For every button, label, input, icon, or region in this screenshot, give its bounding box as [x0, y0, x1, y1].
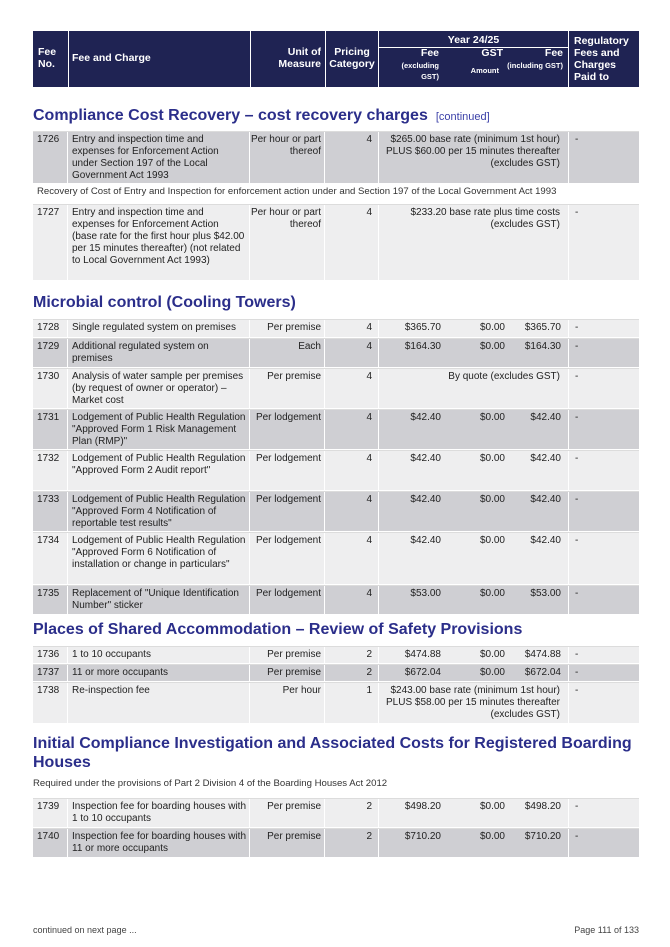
fee-values: [379, 410, 568, 449]
pricing-category: 4: [325, 132, 378, 183]
header-unit-of-measure: Unit of Measure: [278, 46, 321, 70]
table-compliance-2: [33, 204, 639, 281]
fee-no: 1738: [33, 683, 67, 723]
fee-incl: $474.88: [524, 649, 561, 660]
fee-no: 1728: [33, 320, 67, 337]
fee-name: Replacement of "Unique Identification Number" sticker: [68, 586, 249, 614]
pricing-category: 4: [325, 492, 378, 531]
fee-no: 1740: [33, 829, 67, 857]
header-fee-incl-sub: (including GST): [507, 61, 563, 70]
header-year: Year 24/25: [447, 34, 500, 46]
fee-name: Inspection fee for boarding houses with 11 or more occupants: [68, 829, 249, 857]
pricing-category: 1: [325, 683, 378, 723]
unit: Per lodgement: [250, 410, 324, 449]
pricing-category: 2: [325, 665, 378, 681]
table-row: [33, 409, 639, 450]
fee-excl: $42.40: [410, 535, 441, 546]
gst-amount: $0.00: [479, 412, 505, 423]
fee-no: 1733: [33, 492, 67, 531]
regulatory: -: [569, 320, 639, 337]
fee-incl: $42.40: [530, 494, 561, 505]
fee-values: [379, 799, 568, 827]
fee-excl: $672.04: [404, 667, 441, 678]
table-row: [33, 585, 639, 615]
regulatory: -: [569, 132, 639, 183]
fee-incl: $53.00: [530, 588, 561, 599]
fee-values: [379, 533, 568, 584]
table-shared: [33, 646, 639, 724]
fee-excl: $474.88: [404, 649, 441, 660]
fee-incl: $42.40: [530, 453, 561, 464]
pricing-category: 2: [325, 829, 378, 857]
regulatory: -: [569, 410, 639, 449]
fee-text: $243.00 base rate (minimum 1st hour) PLUS $58.00 per 15 minutes thereafter (excludes GST): [379, 683, 568, 723]
header-gst: GST: [481, 47, 503, 59]
unit: Per hour or part thereof: [250, 132, 324, 183]
unit: Per hour or part thereof: [250, 205, 324, 280]
table-row: [33, 491, 639, 532]
header-gst-sub: Amount: [470, 66, 499, 75]
table-row: [33, 368, 639, 409]
regulatory: -: [569, 492, 639, 531]
fee-excl: $42.40: [410, 494, 441, 505]
pricing-category: 4: [325, 586, 378, 614]
header-regulatory: Regulatory Fees and Charges Paid to: [574, 35, 629, 83]
fee-text: $265.00 base rate (minimum 1st hour) PLUS $60.00 per 15 minutes thereafter (excludes GST): [379, 132, 568, 183]
table-row: [33, 828, 639, 858]
unit: Per hour: [250, 683, 324, 723]
pricing-category: 4: [325, 410, 378, 449]
unit: Per lodgement: [250, 533, 324, 584]
regulatory: -: [569, 451, 639, 490]
pricing-category: 2: [325, 799, 378, 827]
note-1726: Recovery of Cost of Entry and Inspection for enforcement action under and Section 197 of the Local Government Act 1993: [37, 186, 557, 197]
fee-incl: $42.40: [530, 535, 561, 546]
pricing-category: 4: [325, 320, 378, 337]
gst-amount: $0.00: [479, 831, 505, 842]
section-title-shared-accommodation: Places of Shared Accommodation – Review of Safety Provisions: [33, 621, 523, 638]
header-fee-excl-sub: (excluding GST): [401, 61, 439, 81]
fee-values: [379, 492, 568, 531]
fee-name: Additional regulated system on premises: [68, 339, 249, 367]
unit: Per lodgement: [250, 586, 324, 614]
unit: Per premise: [250, 369, 324, 408]
gst-amount: $0.00: [479, 453, 505, 464]
fee-incl: $42.40: [530, 412, 561, 423]
fee-no: 1729: [33, 339, 67, 367]
table-row: [33, 532, 639, 585]
fee-name: Entry and inspection time and expenses for Enforcement Action (base rate for the first hour plus $42.00 per 15 minutes thereafter) (not related to Local Government Act 1993): [68, 205, 249, 280]
fee-name: Analysis of water sample per premises (by request of owner or operator) – Market cost: [68, 369, 249, 408]
header-pricing-category: Pricing Category: [329, 46, 375, 70]
section-title-boarding-houses: Initial Compliance Investigation and Associated Costs for Registered Boarding Houses: [33, 735, 632, 771]
gst-amount: $0.00: [479, 535, 505, 546]
gst-amount: $0.00: [479, 322, 505, 333]
table-compliance: [33, 131, 639, 184]
pricing-category: 4: [325, 339, 378, 367]
fee-values: [379, 829, 568, 857]
gst-amount: $0.00: [479, 649, 505, 660]
fee-name: Re-inspection fee: [68, 683, 249, 723]
fee-values: [379, 647, 568, 663]
fee-values: [379, 339, 568, 367]
fee-no: 1731: [33, 410, 67, 449]
fee-values: [379, 665, 568, 681]
fee-incl: $365.70: [524, 322, 561, 333]
pricing-category: 2: [325, 647, 378, 663]
fee-no: 1727: [33, 205, 67, 280]
boarding-note: Required under the provisions of Part 2 Division 4 of the Boarding Houses Act 2012: [33, 778, 388, 789]
fee-name: Entry and inspection time and expenses for Enforcement Action under Section 197 of the Local Government Act 1993: [68, 132, 249, 183]
regulatory: -: [569, 647, 639, 663]
fee-values: [379, 586, 568, 614]
fee-incl: $164.30: [524, 341, 561, 352]
unit: Per premise: [250, 799, 324, 827]
table-header: [33, 31, 639, 87]
fee-no: 1732: [33, 451, 67, 490]
unit: Per premise: [250, 665, 324, 681]
fee-incl: $672.04: [524, 667, 561, 678]
fee-values: [379, 320, 568, 337]
footer-continued: continued on next page ...: [33, 925, 137, 935]
fee-name: Inspection fee for boarding houses with 1 to 10 occupants: [68, 799, 249, 827]
regulatory: -: [569, 683, 639, 723]
pricing-category: 4: [325, 369, 378, 408]
fee-no: 1735: [33, 586, 67, 614]
fee-no: 1737: [33, 665, 67, 681]
fee-no: 1734: [33, 533, 67, 584]
unit: Per lodgement: [250, 492, 324, 531]
regulatory: -: [569, 586, 639, 614]
unit: Each: [250, 339, 324, 367]
fee-name: Lodgement of Public Health Regulation "Approved Form 1 Risk Management Plan (RMP)": [68, 410, 249, 449]
gst-amount: $0.00: [479, 667, 505, 678]
section-title-microbial: Microbial control (Cooling Towers): [33, 294, 296, 311]
footer-page-number: Page 111 of 133: [574, 925, 639, 935]
fee-name: Single regulated system on premises: [68, 320, 249, 337]
fee-excl: $365.70: [404, 322, 441, 333]
pricing-category: 4: [325, 451, 378, 490]
fee-name: Lodgement of Public Health Regulation "Approved Form 2 Audit report": [68, 451, 249, 490]
header-fee-no: Fee No.: [38, 46, 57, 70]
fee-name: Lodgement of Public Health Regulation "Approved Form 4 Notification of reportable test results": [68, 492, 249, 531]
fee-values: [379, 451, 568, 490]
table-row: [33, 664, 639, 682]
unit: Per premise: [250, 320, 324, 337]
pricing-category: 4: [325, 533, 378, 584]
regulatory: -: [569, 369, 639, 408]
fee-excl: $164.30: [404, 341, 441, 352]
fee-excl: $710.20: [404, 831, 441, 842]
fee-name: 1 to 10 occupants: [68, 647, 249, 663]
fee-no: 1726: [33, 132, 67, 183]
table-row: [33, 319, 639, 338]
fee-no: 1736: [33, 647, 67, 663]
unit: Per premise: [250, 829, 324, 857]
regulatory: -: [569, 339, 639, 367]
unit: Per lodgement: [250, 451, 324, 490]
fee-incl: $498.20: [524, 801, 561, 812]
table-row: [33, 646, 639, 664]
header-fee-incl: Fee: [544, 47, 563, 59]
fee-incl: $710.20: [524, 831, 561, 842]
fee-name: Lodgement of Public Health Regulation "Approved Form 6 Notification of installation or change in particulars": [68, 533, 249, 584]
regulatory: -: [569, 205, 639, 280]
table-row: [33, 204, 639, 281]
fee-name: 11 or more occupants: [68, 665, 249, 681]
fee-excl: $53.00: [410, 588, 441, 599]
header-fee-and-charge: Fee and Charge: [72, 52, 151, 64]
fee-no: 1730: [33, 369, 67, 408]
gst-amount: $0.00: [479, 801, 505, 812]
fee-text: $233.20 base rate plus time costs (excludes GST): [379, 205, 568, 280]
regulatory: -: [569, 799, 639, 827]
table-row: [33, 450, 639, 491]
regulatory: -: [569, 533, 639, 584]
unit: Per premise: [250, 647, 324, 663]
table-row: [33, 131, 639, 184]
fee-excl: $42.40: [410, 453, 441, 464]
pricing-category: 4: [325, 205, 378, 280]
gst-amount: $0.00: [479, 494, 505, 505]
table-row: [33, 682, 639, 724]
regulatory: -: [569, 829, 639, 857]
fee-excl: $42.40: [410, 412, 441, 423]
continued-label: [continued]: [435, 111, 490, 123]
fee-no: 1739: [33, 799, 67, 827]
table-row: [33, 798, 639, 828]
header-fee-excl: Fee: [420, 47, 439, 59]
table-row: [33, 338, 639, 368]
section-title-compliance: Compliance Cost Recovery – cost recovery charges [continued]: [33, 107, 490, 124]
fee-excl: $498.20: [404, 801, 441, 812]
gst-amount: $0.00: [479, 588, 505, 599]
regulatory: -: [569, 665, 639, 681]
fee-text: By quote (excludes GST): [379, 369, 568, 408]
table-boarding: [33, 798, 639, 858]
table-microbial: [33, 319, 639, 615]
gst-amount: $0.00: [479, 341, 505, 352]
